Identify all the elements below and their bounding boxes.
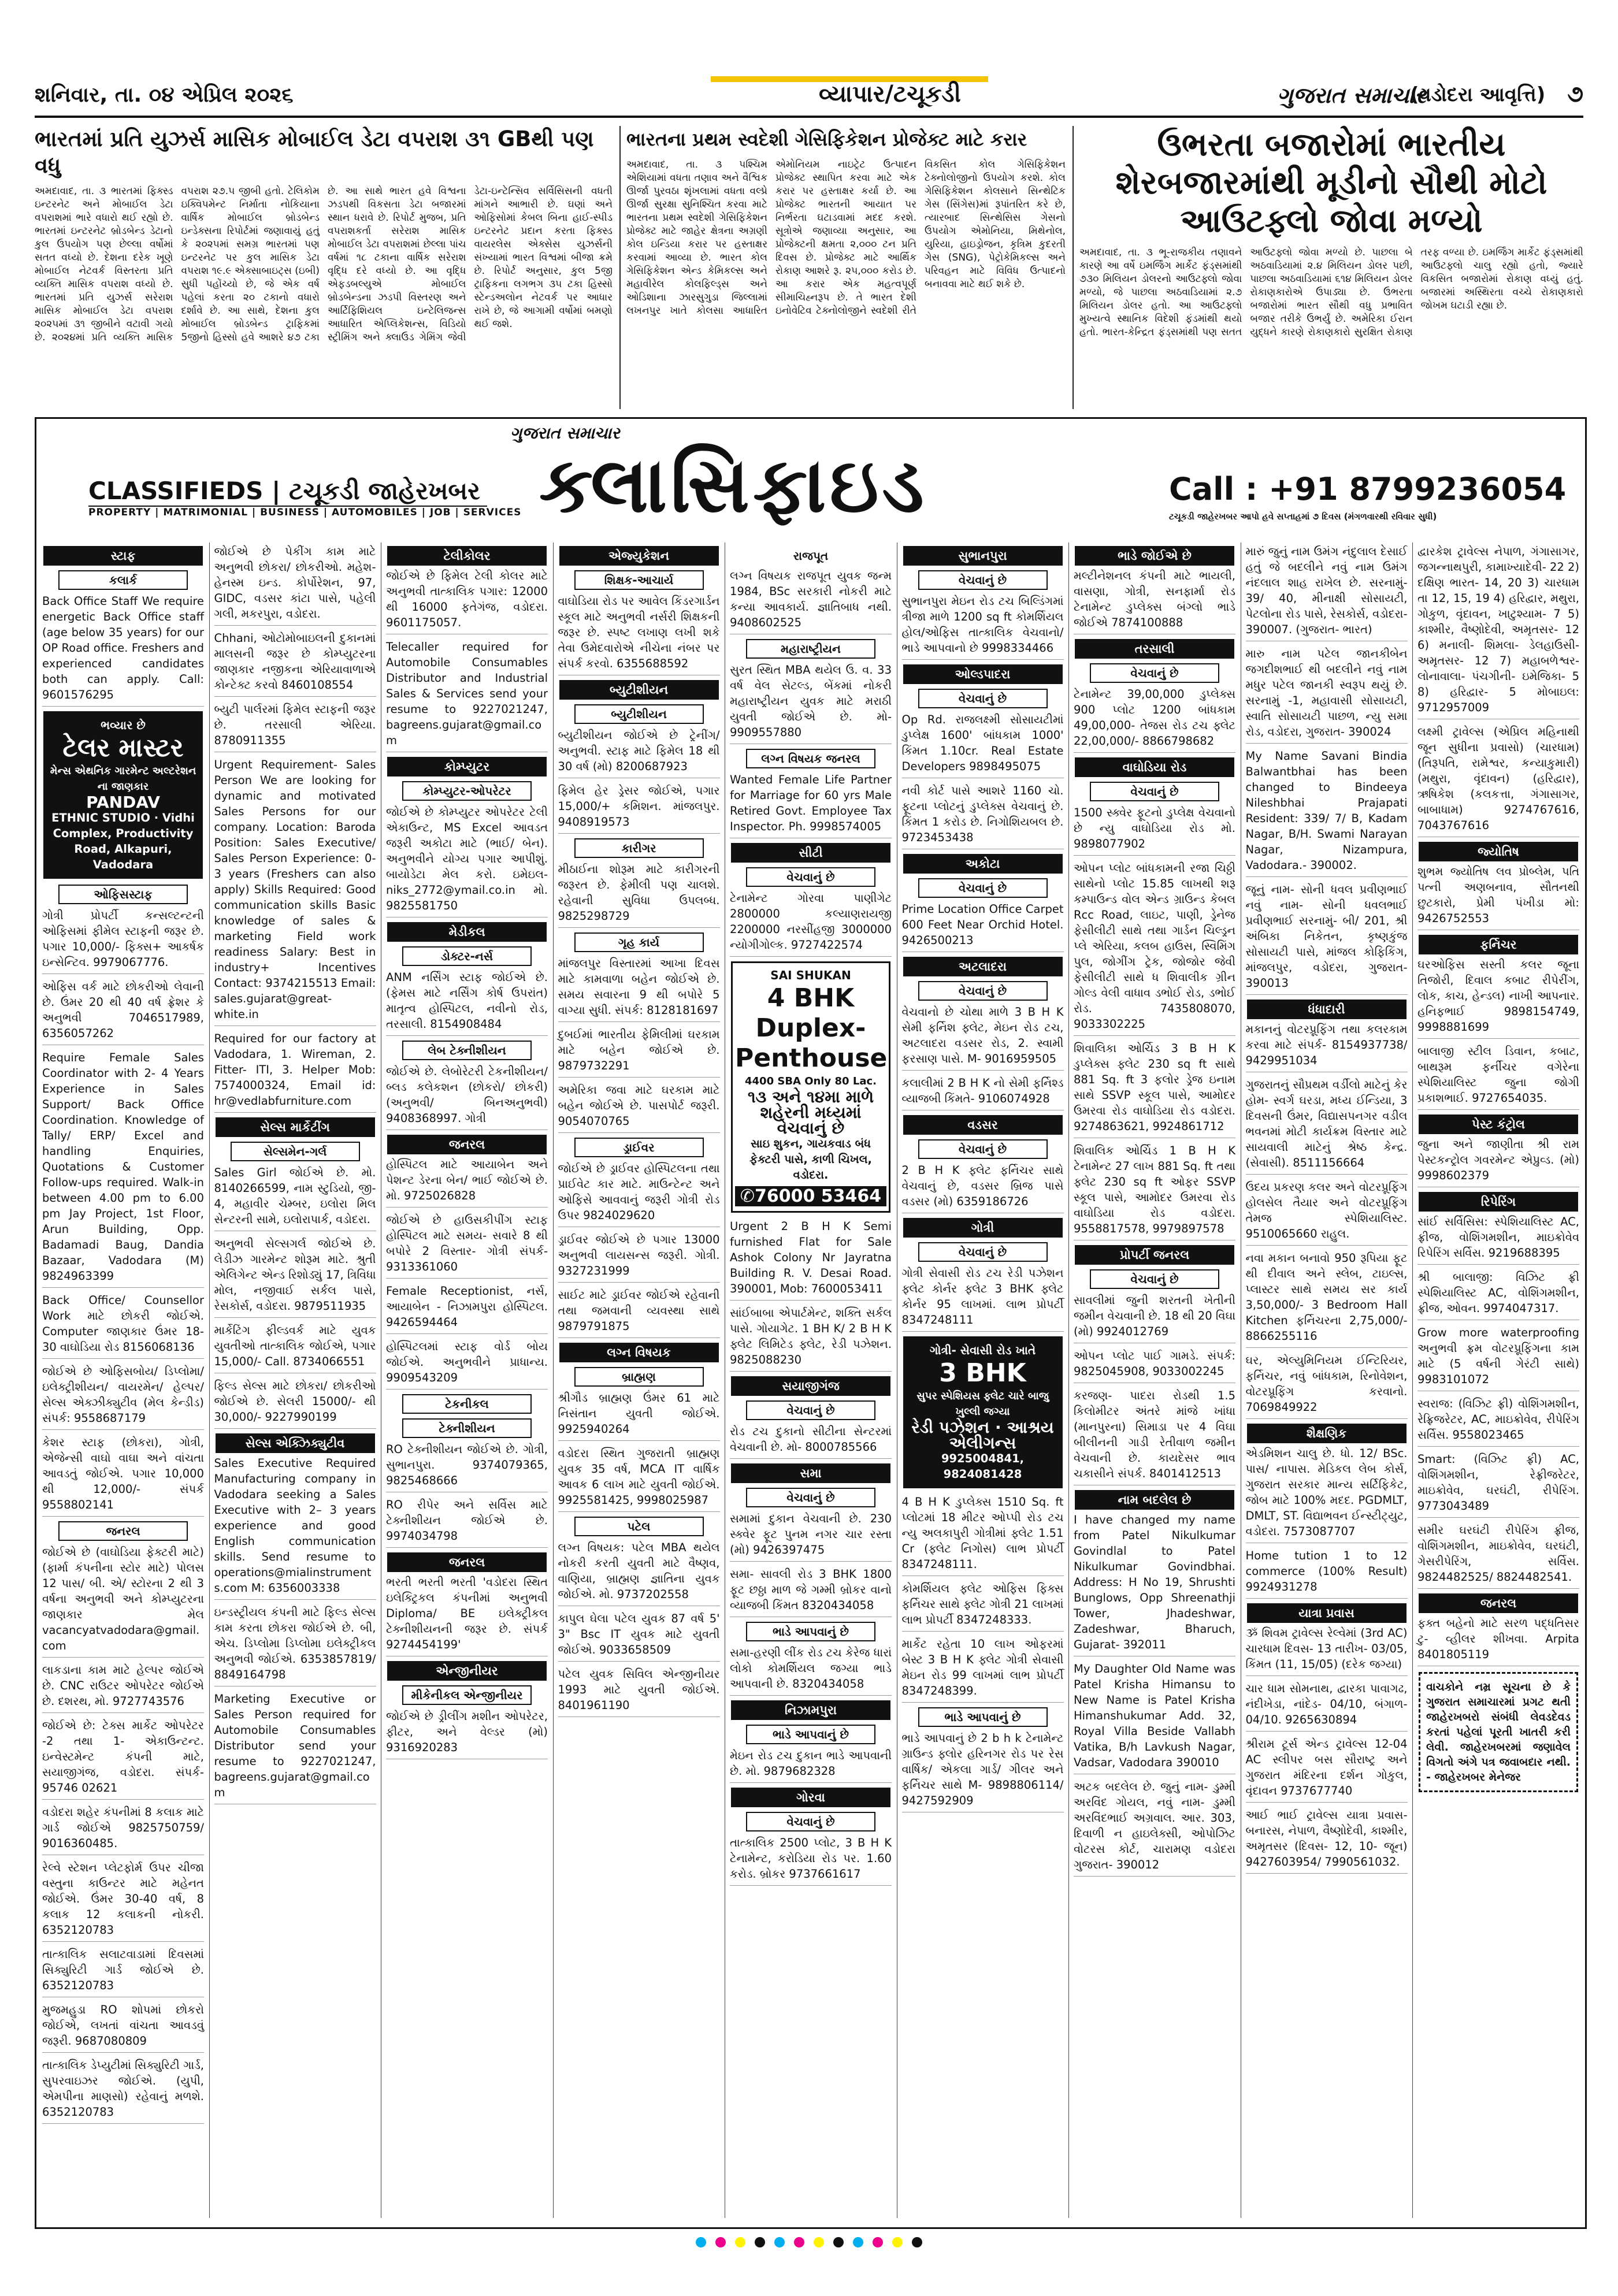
display-ad-line: મેન્સ એથનિક ગારમેન્ટ અલ્ટરેશન ના જાણકાર xyxy=(50,765,196,793)
classifieds-banner xyxy=(36,419,1585,534)
display-ad-line: 3 BHK xyxy=(939,1358,1026,1388)
subcategory-heading: વેચવાનું છે xyxy=(1090,1269,1219,1289)
classified-ad: કેશર સ્ટાફ (છોકરા), ગોત્રી, એજેન્સી વાઘો વાઘા અને વાંચતા આવડતું જોઈએ. પગાર 10,000 થી 12,000/- સંપર્ક 9558802141 xyxy=(42,1435,204,1517)
subcategory-heading: બ્રાહ્મણ xyxy=(574,1367,704,1387)
classified-ad: શ્રીરામ ટૂર્સ એન્ડ ટ્રાવેલ્સ 12-04 AC સ્લીપર બસ સૌરાષ્ટ્ર અને ગુજરાત મંદિરના દર્શન ગોકુલ, વૃંદાવન 9737677740 xyxy=(1246,1736,1408,1803)
news-article-gasification xyxy=(626,126,1066,409)
display-ad-line: રેડી પઝેશન · આશ્રય એલીગન્સ xyxy=(911,1418,1054,1452)
subcategory-heading: ડ્રાઈવર xyxy=(574,1138,704,1157)
classified-ad: ઓપન પ્લોટ બાંધકામની રજા ચિઠ્ઠી સાથેનો પ્લોટ 15.85 લાખથી શરૂ કમ્પાઉન્ડ વોલ એન્ડ ગ્રાઉન્ડ કેબલ Rcc Road, લાઇટ, પાણી, ડ્રેનેજ ફેસીલીટી સાથે તથા ગાર્ડન ચિલ્ડ્રન પ્લે એરિયા, કલબ હાઉસ, સ્વિમિંગ પુલ, જોગીંગ ટ્રેક, જોજોર જેવી ફેસીલીટી સાથે ધ શિવાલીક ગ્રીન ગોલ્ડ વેલી વાધાવ ડભોઈ રોડ, ડભોઈ રોડ. 7435808070, 9033302225 xyxy=(1074,860,1235,1036)
classified-column xyxy=(1069,543,1240,2218)
subcategory-heading: ઓફિસસ્ટાફ xyxy=(58,885,188,904)
classified-ad: My Daughter Old Name was Patel Krisha Himansu to New Name is Patel Krisha Himanshukumar Add. 32, Royal Villa Beside Vallabh Vatika, B/h Lavkush Nagar, Vadsar, Vadodara 390010 xyxy=(1074,1661,1235,1774)
classified-ad: જોઈએ છે (વાઘોડિયા ફેક્ટરી માટે) (ફાર્મા કંપનીના સ્ટોર માટે) પોલસ 12 પાસ/ બી. એ/ સ્ટોરના 2 થી 3 વર્ષના અનુભવી અને કોમ્પ્યુટરના જાણકાર મેલ vacancyatvadodara@gmail.com xyxy=(42,1544,204,1658)
classified-ad: કલાલીમાં 2 B H K નો સેમી ફર્નિશ્ડ વ્યાજબી કિંમતે- 9106074928 xyxy=(902,1075,1064,1110)
subcategory-heading: મીકેનીકલ એન્જીનીયર xyxy=(402,1685,532,1705)
category-heading: વડસર xyxy=(903,1115,1063,1135)
classified-ad: ગુજરાતનું સૌપ્રથમ વર્ડીલો માટેનું કેર હોમ- સ્વર્ગ ઘરડા, મધ્ય ઈન્ડિયા, 3 દિવસની ઉંમર, વિદ્યાસપનગર વડીલ ભવનમાં મોટી કાર્યક્રમ વિસ્તાર માટે સાયવાલી માટેનું શ્રેષ્ઠ કેન્દ્ર. (સેવાસી). 8511156664 xyxy=(1246,1077,1408,1175)
display-ad-line: PANDAV xyxy=(86,793,160,812)
subcategory-heading: વેચવાનું છે xyxy=(746,1812,875,1831)
classified-ad: ભરતી ભરતી ભરતી 'વડોદરા સ્થિત ઇલેક્ટ્રિકલ કંપનીમાં અનુભવી Diploma/ BE ઇલેક્ટ્રીકલ ટેક્નીશીયનની જરૂર છે. સંપર્ક 9274454199' xyxy=(386,1574,548,1656)
classified-ad: 2 B H K ફ્લેટ ફર્નિચર સાથે વેચવાનું છે, વડસર બ્રિજ પાસે વડસર (મો) 6359186726 xyxy=(902,1162,1064,1213)
category-heading: મેડીકલ xyxy=(387,922,547,942)
classified-ad: અટક બદલેલ છે. જુનું નામ- ડુમ્મી અરવિંદ ગોયલ, નવું નામ- ડુમ્મી અરવિંદભાઈ અગ્રવાલ. આર. 303, દિવાળી ન હાઇલેક્સી, ઓપોઝિટ વોટરસ કોર્ટ, ચારામણ વડોદરા ગુજરાત- 390012 xyxy=(1074,1779,1235,1877)
subcategory-heading: રાજપૂત xyxy=(793,549,829,563)
print-registration-marks xyxy=(35,2237,1583,2260)
classified-ad: જોઈએ છે ડ્રીલીંગ મશીન ઓપરેટર, ફીટર, અને વેલ્ડર (મો) 9316920283 xyxy=(386,1708,548,1759)
category-heading: કોમ્પ્યુટર xyxy=(387,757,547,777)
classified-ad: Urgent 2 B H K Semi furnished Flat for Sale Ashok Colony Nr Jayratna Building R. V. Desai Road. 390001, Mob: 7600053411 xyxy=(730,1218,892,1301)
classified-ad: જોઈએ છે કોમ્પ્યુટર ઓપરેટર ટેલી એકાઉન્ટ, MS Excel આવડત જરૂરી અકોટા માટે (ભાઈ/ બેન). અનુભવીને યોગ્ય પગાર આપીશું. બાયોડેટા મેલ કરો. ઇમેઇલ- niks_2772@ymail.co.in મો. 9825581750 xyxy=(386,804,548,917)
classified-column xyxy=(210,543,381,2218)
classified-ad: રોડ ટચ દુકાનો સીટીના સેન્ટરમાં વેચવાની છે. મો- 8000785566 xyxy=(730,1424,892,1459)
display-ad-line: ભવ્યાર છે xyxy=(101,718,146,732)
classified-ad: તાત્કાલિક સલાટવાડામાં દિવસમાં સિક્યુરિટી ગાર્ડ જોઈએ છે. 6352120783 xyxy=(42,1946,204,1997)
classified-ad: વાઘોડિયા રોડ પર આવેલ કિંડરગાર્ડન સ્કૂલ માટે અનુભવી નર્સરી શિક્ષકની જરૂર છે. સ્પષ્ટ લખાણ લખી શકે તેવા ઉમેદવારોએ નીચેના નંબર પર સંપર્ક કરવો. 6355688592 xyxy=(558,593,720,675)
category-heading: જનરલ xyxy=(387,1552,547,1572)
subcategory-heading: વેચવાનું છે xyxy=(746,1400,875,1420)
category-heading: ફર્નિચર xyxy=(1419,935,1578,954)
article-headline: ભારતમાં પ્રતિ યુઝર્સ માસિક મોબાઈલ ડેટા વપરાશ ૩૧ GBથી પણ વધુ xyxy=(35,127,594,178)
subcategory-heading: વેચવાનું છે xyxy=(918,981,1048,1001)
classified-ad: હોસ્પિટલ માટે આયાબેન અને પેશન્ટ ડેરના બેન/ ભાઈ જોઈએ છે. મો. 9725026828 xyxy=(386,1157,548,1208)
banner-subtitle: CLASSIFIEDS | ટચૂકડી જાહેરખબર xyxy=(88,477,480,505)
category-heading: સયાજીગંજ xyxy=(731,1376,890,1396)
category-heading: પેસ્ટ કંટ્રોલ xyxy=(1419,1114,1578,1134)
classified-ad: સાંઈ સર્વિસિસ: સ્પેશિયાલિસ્ટ AC, ફ્રીજ, વોશિંગમશીન, માઇક્રોવેવ રિપેરિંગ સર્વિસ. 9219688395 xyxy=(1417,1214,1579,1265)
classified-ad: Marketing Executive or Sales Person required for Automobile Consumables Distributor send your resume to 9227021247, bagreens.gujarat@gmail.com xyxy=(214,1691,376,1804)
subcategory-heading: વેચવાનું છે xyxy=(918,689,1048,708)
classified-ad: RO રીપેર અને સર્વિસ માટે ટેક્નીશીયન જોઈએ છે. 9974034798 xyxy=(386,1497,548,1548)
classified-ad: સુરત સ્થિત MBA થયેલ ઉ. વ. 33 વર્ષ વેલ સેટલ્ડ, બેંકમાં નોકરી મહારાષ્ટ્રીયન યુવક માટે મરાઠી યુવતી જોઈએ છે. મો- 9909557880 xyxy=(730,662,892,744)
subcategory-heading: વેચવાનું છે xyxy=(918,570,1048,590)
classified-ad: ચાર ધામ સોમનાથ, દ્વારકા પાવાગઢ, નંદીખેડા, નાંદેડ- 04/10, બંગાળ- 04/10. 9265630894 xyxy=(1246,1681,1408,1732)
classified-ad: જોઈએ છે ડ્રાઈવર હોસ્પિટલના તથા પ્રાઈવેટ કાર માટે. માઉન્ટેન્ટ અને ઓફિસે આવવાનું જરૂરી ગોત્રી રોડ ઉપર 9824029620 xyxy=(558,1161,720,1227)
classified-ad: સાંઈબાબા એપાર્ટમેન્ટ, શક્તિ સર્કલ પાસે. ગોયાગેટ. 1 BH K/ 2 B H K ફ્લેટ લિમિટેડ ફ્લેટ, રેડી પઝેશન. 9825088230 xyxy=(730,1305,892,1372)
cmyk-dots xyxy=(35,2237,1583,2250)
classified-ad: લાકડાના કામ માટે હેલ્પર જોઈએ છે. CNC રાઉટર ઓપરેટર જોઈએ છે. દશરથ, મો. 9727743576 xyxy=(42,1662,204,1713)
classified-ad: મારુ નામ પટેલ જાનકીબેન જગદીશભાઈ થી બદલીને નવું નામ મધુર પટેલ જાનકી સ્વરૂપ થયું છે. સરનામું -1, મહાવાસી સોસાયટી, સ્વાતિ સોસાયટી પાછળ, ન્યુ સમા રોડ, વડોદરા, ગુજરાત- 390024 xyxy=(1246,646,1408,744)
banner-title: ક્લાસિફાઇડ xyxy=(539,441,927,530)
section-title: વ્યાપાર/ટચૂકડી xyxy=(819,81,961,107)
subcategory-heading: વેચવાનું છે xyxy=(746,1488,875,1507)
classified-ad: જોઈએ છે. લેબોરેટરી ટેકનીશીયન/ બ્લડ કલેકશન (છોકરો/ છોકરી) (અનુભવી/ બિનઅનુભવી) 9408368997. ગોત્રી xyxy=(386,1064,548,1130)
column-rule xyxy=(553,543,554,2218)
category-heading: વાઘોડિયા રોડ xyxy=(1075,757,1234,777)
category-heading: ઓલ્ડપાદરા xyxy=(903,664,1063,684)
subcategory-heading: લેબ ટેક્નીશીયન xyxy=(402,1041,532,1060)
classified-ad: જોઈએ છે પેકીંગ કામ માટે અનુભવી છોકરા/ છોકરીઓ. મહેશ- હેનસ્મ ઇન્ડ. કોર્પોરેશન, 97, GIDC, વડસર કાંટા પાસે, પહેલી ગલી, મકરપુરા, વડોદરા. xyxy=(214,544,376,626)
category-heading: નિઝામપુરા xyxy=(731,1700,890,1720)
category-heading: અકોટા xyxy=(903,854,1063,874)
classified-ad: Prime Location Office Carpet 600 Feet Near Orchid Hotel. 9426500213 xyxy=(902,901,1064,952)
classifieds-section xyxy=(35,417,1587,2229)
classified-ad: મલ્ટીનેશનલ કંપની માટે ભાયલી, વાસણા, ગોત્રી, સનફાર્મા રોડ ટેનામેન્ટ ડુપ્લેક્સ બંગ્લો ભાડે જોઈએ 7874100888 xyxy=(1074,568,1235,634)
display-ad-line: SAI SHUKAN xyxy=(770,968,851,982)
classified-ad: જોઈએ છે ફિમેલ ટેલી કોલર માટે અનુભવી તાત્કાલિક પગાર: 12000 થી 16000 ફતેગંજ, વડોદરા. 9601175057. xyxy=(386,568,548,634)
classified-ad: જોઈએ છે ઓફિસબોય/ ડિપ્લોમા/ ઇલેક્ટ્રીશીયન/ વાયરમેન/ હેલ્પર/ સેલ્સ એક્ઝીક્યુટીવ (મેલ કેન્ડીડ) સંપર્ક: 9558687179 xyxy=(42,1364,204,1430)
registration-dot xyxy=(873,2237,883,2247)
classified-column xyxy=(38,543,209,2218)
classified-ad: તાત્કાલિક 2500 પ્લોટ, 3 B H K ટેનામેન્ટ, કરોડિયા રોડ પર. 1.60 કરોડ. બ્રોકર 9737661617 xyxy=(730,1835,892,1886)
classified-ad: Sales Executive Required Manufacturing company in Vadodara seeking a Sales Executive with 2– 3 years experience and good English communication skills. Send resume to operations@mialinstrument s.com M: 6356003338 xyxy=(214,1455,376,1600)
classified-ad: લગ્ન વિષયક: પટેલ MBA થયેલ નોકરી કરતી યુવતી માટે વૈષ્ણવ, વાણિયા, બ્રાહ્મણ જ્ઞાતિના યુવક જોઈએ. મો. 9737202558 xyxy=(558,1540,720,1606)
classified-ad: જૂનું નામ- સોની ધવલ પ્રવીણભાઈ નવું નામ- સોની ધવલભાઈ પ્રવીણભાઈ સરનામું- બી/ 201, શ્રી અંબિકા નિકેતન, કૃષ્ણકુંજ સોસાયટી પાસે, માંજલ કોફિકિંગ, માંજલપુર, વડોદરા, ગુજરાત- 390013 xyxy=(1246,882,1408,995)
classified-ad: માંજલપુર વિસ્તારમાં આખા દિવસ માટે કામવાળા બહેન જોઈએ છે. સમય સવારના 9 થી બપોરે 5 વાગ્યા સુધી. સંપર્ક: 8128181697 xyxy=(558,956,720,1022)
subcategory-heading: વેચવાનું છે xyxy=(746,867,875,887)
category-heading: સેલ્સ માર્કેટીંગ xyxy=(216,1117,375,1137)
subcategory-heading: ભાડે આપવાનું છે xyxy=(746,1725,875,1744)
subcategory-heading: વેચવાનું છે xyxy=(918,1242,1048,1262)
category-heading: અટલાદરા xyxy=(903,957,1063,976)
registration-dot xyxy=(735,2237,745,2247)
classified-ad: ઓપન પ્લોટ પાઈ ગામડે. સંપર્ક: 9825045908, 9033002245 xyxy=(1074,1348,1235,1383)
subcategory-heading: ગૃહ કાર્ય xyxy=(574,932,704,952)
category-heading: ભાડે જોઈએ છે xyxy=(1075,546,1234,566)
article-headline: ઉભરતા બજારોમાં ભારતીય શેરબજારમાંથી મૂડીનો સૌથી મોટો આઉટફ્લો જોવા મળ્યો xyxy=(1115,126,1548,240)
classified-ad: ફક્ત બહેનો માટે સરળ પદ્ધતિસર ટુ- વ્હીલર શીખવા. Arpita 8401805119 xyxy=(1417,1615,1579,1666)
classified-ad: સાઈટ માટે ડ્રાઈવર જોઈએ રહેવાની તથા જમવાની વ્યવસ્થા સાથે 9879791875 xyxy=(558,1287,720,1338)
classified-ad: સમામાં દુકાન વેચવાની છે. 230 સ્ક્વેર ફૂટ પુનમ નગર ચાર રસ્તા (મો) 9426397475 xyxy=(730,1511,892,1562)
classified-ad: વડોદરા સ્થિત ગુજરાતી બ્રાહ્મણ યુવક 35 વર્ષ, MCA IT વાર્ષિક આવક 6 લાખ માટે યુવતી જોઈએ. 9925581425, 9998025987 xyxy=(558,1446,720,1512)
classified-ad: દુબઈમાં ભારતીય ફેમિલીમાં ઘરકામ માટે બહેન જોઈએ છે. 9879732291 xyxy=(558,1027,720,1078)
subcategory-heading: ટેક્નીશીયન xyxy=(402,1418,532,1438)
classified-ad: 4 B H K ડુપ્લેક્સ 1510 Sq. ft પ્લોટમાં 18 મીટર ઓપ્પી રોડ ટચ ન્યુ અલકાપુરી ગોત્રીમાં ફ્લેટ 1.51 Cr (ફ્લેટ નિગોસ) લાભ પ્રોપર્ટી 8347248111. xyxy=(902,1494,1064,1576)
subcategory-heading: કારીગર xyxy=(574,838,704,858)
classified-ad: Back Office/ Counsellor Work માટે છોકરી જોઈએ. Computer જાણકાર ઉંમર 18-30 વાઘોડિયા રોડ 8156068136 xyxy=(42,1292,204,1359)
category-heading: બ્યુટીશીયન xyxy=(559,680,719,700)
classified-ad: મુજમહુડા RO શોપમાં છોકરો જોઈએ, લખતાં વાંચતા આવડવું જરૂરી. 9687080809 xyxy=(42,2002,204,2053)
classified-ad: સ્વરાજ: (વિઝિટ ફ્રી) વોશિંગમશીન, રેફ્રિજરેટર, AC, માઇક્રોવેવ, રીપેરિંગ સર્વિસ. 9558023465 xyxy=(1417,1396,1579,1447)
classified-ad: જોઈએ છે હાઉસકીપીંગ સ્ટાફ હોસ્પિટલ માટે સમય- સવારે 8 થી બપોરે 2 વિસ્તાર- ગોત્રી સંપર્ક- 9313361060 xyxy=(386,1212,548,1279)
subcategory-heading: વેચવાનું છે xyxy=(1090,782,1219,801)
column-divider xyxy=(619,126,621,409)
category-heading: તરસાલી xyxy=(1075,639,1234,659)
classified-ad: શિવાલિકા ઓર્ચિડ 3 B H K ડુપ્લેક્સ ફ્લેટ 230 sq ft સાથે 881 Sq. ft 3 ફલોર ડ્રેજ ઇનામ સાથે SSVP સ્કૂલ પાસે, આમોદર ઉમરવા રોડ વાઘોડિયા રોડ વડોદરા. 9274863621, 9924861712 xyxy=(1074,1041,1235,1138)
classified-column xyxy=(897,543,1068,2218)
classified-ad: Required for our factory at Vadodara, 1. Wireman, 2. Fitter- ITI, 3. Helper Mob: 7574000324, Email id: hr@vedlabfurniture.com xyxy=(214,1031,376,1113)
classified-ad: ૐ શિવમ ટ્રાવેલ્સ રેલ્વેમાં (3rd AC) ચારધામ દિવસ- 13 તારીખ- 03/05, કિંમત (11, 15/05) (દરેક જગ્યા) xyxy=(1246,1625,1408,1676)
category-heading: ગોરવા xyxy=(731,1788,890,1807)
display-ad-line: ETHNIC STUDIO · Vidhi Complex, Productivity Road, Alkapuri, Vadodara xyxy=(51,811,195,871)
classified-ad: Wanted Female Life Partner for Marriage for 60 yrs Male Retired Govt. Employee Tax Inspector. Ph. 9998574005 xyxy=(730,772,892,838)
classified-ad: સમા-હરણી લીંક રોડ ટચ કેરેજ ધારાં લોકો કોમર્શિયલ જગ્યા ભાડે આપવાની છે. 8320434058 xyxy=(730,1645,892,1696)
classified-ad: ઉદય પ્રકરણ કલર અને વોટરપ્રૂફિંગ હોલસેલ તૈયાર અને વોટરપ્રૂફિંગ તેમજ સ્પેશિયાલિસ્ટ. 9510065660 રાહુલ. xyxy=(1246,1179,1408,1246)
category-heading: લગ્ન વિષયક xyxy=(559,1343,719,1362)
category-heading: ગોત્રી xyxy=(903,1218,1063,1238)
display-ad-line: ટેલર માસ્ટર xyxy=(62,733,184,763)
classified-ad: શુભમ જ્યોતિષ લવ પ્રોબ્લેમ, પતિ પત્ની અણબનાવ, સૌતનથી છુટકારો, પ્રેમી પંખીડા મો: 9426752553 xyxy=(1417,864,1579,930)
article-body: અમદાવાદ, તા. ૩ ભૂ-રાજકીય તણાવને કારણે આ વર્ષે ઇમર્જિંગ માર્કેટ ફંડ્સમાંથી ૭૩૦ મિલિયન ડોલરનો આઉટફ્લો જોવા મળ્યો, જે પાછલા અઠવાડિયામાં ૨.૭ મિલિયન ડોલર હતો. આ આઉટફ્લો મુખ્યત્વે સ્થાનિક વિદેશી ફંડમાંથી થયો હતો. ભારત-કેન્દ્રિત ફંડ્સમાંથી પણ સતત આઉટફ્લો જોવા મળ્યો છે. પાછલા બે અઠવાડિયામાં ૨.૪ મિલિયન ડોલર પછી, પાછલા અઠવાડિયામાં ૬૧૪ મિલિયન ડોલર રોકાણકારોએ ઉપાડ્યા છે. ઉભરતા બજારોમાં ભારત સૌથી વધુ પ્રભાવિત બજાર તરીકે ઉભર્યું છે. અમેરિકા ઈરાન યુદ્ધને કારણે રોકાણકારો સુરક્ષિત રોકાણ તરફ વળ્યા છે. ઇમર્જિંગ માર્કેટ ફંડ્સમાંથી આઉટફ્લો ચાલુ રહ્યો હતો, જ્યારે વિકસિત બજારોમાં રોકાણ વધ્યું હતું. બજારમાં અસ્થિરતા વચ્ચે રોકાણકારો જોખમ ઘટાડી રહ્યા છે. xyxy=(1079,247,1583,338)
classified-ad: ANM નર્સિંગ સ્ટાફ જોઈએ છે. (ફેમસ માટે નર્સિંગ કોર્ષ ઉપરાંત) માતૃત્વ હોસ્પિટલ, નવીનો રોડ, તરસાલી. 8154908484 xyxy=(386,969,548,1036)
display-ad xyxy=(903,1336,1063,1488)
classified-ad: જુના અને જાણીતા શ્રી રામ પેસ્ટકન્ટ્રોલ ગવરમેન્ટ એપ્રુવ્ડ. (મો) 9998602379 xyxy=(1417,1136,1579,1187)
classified-column xyxy=(725,543,896,2218)
display-ad-line: 4400 SBA Only 80 Lac. xyxy=(745,1075,877,1087)
category-heading: એન્જીનીયર xyxy=(387,1661,547,1681)
classified-ad: પટેલ યુવક સિવિલ એન્જીનીયર 1993 માટે યુવતી જોઈએ. 8401961190 xyxy=(558,1666,720,1717)
subcategory-heading: સેલ્સમેન-ગર્લ xyxy=(231,1142,360,1161)
classified-ad: કોમર્શિયલ ફ્લેટ ઓફિસ ફિક્સ ફર્નિચર સાથે ફ્લેટ ગોત્રી 21 લાખમાં લાભ પ્રોપર્ટી 8347248333. xyxy=(902,1581,1064,1632)
classified-ad: બ્યુટીશીયન જોઈએ છે ટ્રેનીંગ/ અનુભવી. સ્ટાફ માટે ફિમેલ 18 થી 30 વર્ષ (મો) 8200687923 xyxy=(558,727,720,778)
classified-ad: Smart: (વિઝિટ ફ્રી) AC, વોશિંગમશીન, રેફ્રીજરેટર, માઇક્રોવેવ, ઘરઘંટી, રીપેરિંગ. 9773043489 xyxy=(1417,1451,1579,1518)
classified-ad: વેચવાનો છે ચોથા માળે 3 B H K સેમી ફર્નિશ ફ્લેટ, મેઇન રોડ ટચ, અટલાદરા વડસર રોડ, 2. સ્વામી ફરસાણ પાસે. M- 9016959505 xyxy=(902,1004,1064,1071)
news-article-outflow xyxy=(1079,126,1583,409)
registration-dot xyxy=(833,2237,844,2247)
registration-dot xyxy=(715,2237,726,2247)
classified-ad: રેલ્વે સ્ટેશન પ્લેટફોર્મ ઉપર ચીજા વસ્તુના કાઉન્ટર માટે મહેનત જોઈએ. ઉંમર 30-40 વર્ષ, 8 કલાક 12 કલાકની નોકરી. 6352120783 xyxy=(42,1860,204,1942)
classified-ad: RO ટેક્નીશીયન જોઈએ છે. ગોત્રી, સુભાનપુરા. 9374079365, 9825468666 xyxy=(386,1441,548,1492)
classified-ad: લગ્ન વિષયક રાજપૂત યુવક જન્મ 1984, BSc સરકારી નોકરી માટે કન્યા આવકાર્ય. જ્ઞાતિબાધ નથી. 9408602525 xyxy=(730,568,892,634)
column-rule xyxy=(209,543,210,2218)
banner-categories: PROPERTY | MATRIMONIAL | BUSINESS | AUTOMOBILES | JOB | SERVICES xyxy=(88,507,522,518)
classified-ad: Female Receptionist, નર્સ, આયાબેન - નિઝામપુરા હોસ્પિટલ. 9426594464 xyxy=(386,1283,548,1334)
subcategory-heading: બ્યુટીશીયન xyxy=(574,704,704,724)
classified-ad: નવા મકાન બનાવો 950 રૂપિયા ફૂટ થી દીવાલ અને સ્લેબ, ટાઇલ્સ, પ્લાસ્ટર સાથે સમય સર કાર્ય 3,50,000/- 3 Bedroom Hall Kitchen ફર્નિચરના 2,75,000/- 8866255116 xyxy=(1246,1250,1408,1348)
display-ad-line: ગોત્રી- સેવાસી રોડ ખાતે xyxy=(929,1343,1036,1357)
category-heading: એજ્યુકેશન xyxy=(559,546,719,566)
category-heading: સીટી xyxy=(731,843,890,863)
classified-ad: માર્કેટ રહેતા 10 લાખ ઓફરમાં બેસ્ટ 3 B H K ફ્લેટ ગોત્રી સેવાસી મેઇન રોડ 99 લાખમાં લાભ પ્રોપર્ટી 8347248399. xyxy=(902,1636,1064,1703)
classified-ad: Op Rd. રાજલક્ષ્મી સોસાયટીમાં ડુપ્લેક્ષ 1600' બાંધકામ 1000' કિંમત 1.10cr. Real Estate Developers 9898495075 xyxy=(902,712,1064,778)
classified-ad: 1500 સ્ક્વેર ફૂટનો ડુપ્લેક્ષ વેચવાનો છે ન્યુ વાઘોડિયા રોડ મો. 9898077902 xyxy=(1074,805,1235,856)
subcategory-heading: વેચવાનું છે xyxy=(1090,663,1219,683)
classified-ad: મેઇન રોડ ટચ દુકાન ભાડે આપવાની છે. મો. 9879682328 xyxy=(730,1748,892,1783)
news-article-data-usage xyxy=(35,126,613,409)
column-rule xyxy=(1412,543,1413,2218)
category-heading: નામ બદલેલ છે xyxy=(1075,1490,1234,1510)
classified-ad: આઈ ભાઈ ટ્રાવેલ્સ યાત્રા પ્રવાસ- બનારસ, નેપાળ, વૈષ્ણોદેવી, કાશ્મીર, અમૃતસર (દિવસ- 12, 10- જૂન) 9427603954/ 7990561032. xyxy=(1246,1807,1408,1874)
display-ad-phone: ✆76000 53464 xyxy=(735,1186,886,1206)
display-ad-line: સાઇ શુકન, ગાયકવાડ બંધ ફેક્ટરી પાસે, કાળી ચિખલ, વડોદરા. xyxy=(749,1137,872,1182)
classified-ad: બ્યુટી પાર્લરમાં ફિમેલ સ્ટાફની જરૂર છે. તરસાલી એરિયા. 8780911355 xyxy=(214,701,376,752)
page-number: ૭ xyxy=(1567,81,1583,107)
classified-ad: ફિમેલ હેર ડ્રેસર જોઈએ, પગાર 15,000/+ કમિશન. માંજલપુર. 9408919573 xyxy=(558,783,720,834)
subcategory-heading: ડોક્ટર-નર્સ xyxy=(402,946,532,966)
subcategory-heading: જનરલ xyxy=(58,1521,188,1541)
category-heading: શૈક્ષણિક xyxy=(1247,1424,1407,1443)
subcategory-heading: વેચવાનું છે xyxy=(918,1139,1048,1159)
classified-ad: દ્વારકેશ ટ્રાવેલ્સ નેપાળ, ગંગાસાગર, જગન્નાથપુરી, કામાખ્યાદેવી- 22 2) દક્ષિણ ભારત- 14, 20 3) ચારધામ તા 12, 15, 19 4) હરિદ્વાર, મથુરા, ગોકુળ, વૃંદાવન, ખાટુશ્યામ- 7 5) કાશ્મીર, વૈષ્ણોદેવી, અમૃતસર- 12 6) મનાલી- શિમલા- ડેલહાઉસી- અમૃતસર- 12 7) મહાબળેશ્વર- લોનાવાલા- પંચગીની- ઇમેજિકા- 5 8) હરિદ્વાર- 5 મોબાઇલ: 9712957009 xyxy=(1417,544,1579,719)
subcategory-heading: મહારાષ્ટ્રીયન xyxy=(746,639,875,659)
classified-ad: ટેનામેન્ટ 39,00,000 ડુપ્લેક્સ 900 પ્લોટ 1200 બાંધકામ 49,00,000- તેજસ રોડ ટચ ફ્લેટ 22,00,000/- 8866798682 xyxy=(1074,686,1235,753)
display-ad-line: 9925004841, 9824081428 xyxy=(941,1452,1025,1481)
category-heading: સુભાનપુરા xyxy=(903,546,1063,566)
classified-ad: My Name Savani Bindia Balwantbhai has been changed to Bindeeya Nileshbhai Prajapati Resident: 339/ 7/ B, Kadam Nagar, B/H. Swami Narayan Nagar, Nizampura, Vadodara.- 390002. xyxy=(1246,748,1408,877)
classified-ad: ઓફિસ વર્ક માટે છોકરીઓ લેવાની છે. ઉંમર 20 થી 40 વર્ષ ફ્રેશર કે અનુભવી 7046517989, 6356057262 xyxy=(42,979,204,1045)
article-headline: ભારતના પ્રથમ સ્વદેશી ગેસિફિકેશન પ્રોજેક્ટ માટે કરાર xyxy=(626,128,1027,150)
classified-ad: Telecaller required for Automobile Consumables Distributor and Industrial Sales & Services send your resume to 9227021247, bagreens.gujarat@gmail.com xyxy=(386,639,548,752)
classified-ad: સાવલીમાં જુની શરતની ખેતીની જમીન વેચવાની છે. 18 થી 20 વિઘા (મો) 9924012769 xyxy=(1074,1292,1235,1343)
classified-ad: ઘર, એલ્યુમિનિયમ ઈન્ટિરિયર, ફર્નિચર, નવું બાંધકામ, રિનોવેશન, વોટરપ્રૂફિંગ કરવાનો. 7069849922 xyxy=(1246,1353,1408,1419)
classified-ad: Grow more waterproofing અનુભવી ફ્રમ વોટરપ્રૂફિંગના કામ માટે (5 વર્ષની ગેરંટી સાથે) 9983101072 xyxy=(1417,1325,1579,1391)
classified-ad: સમીર ઘરઘંટી રીપેરિંગ ફ્રીજ, વોશિંગમશીન, માઇક્રોવેવ, ઘરઘંટી, ગેસરીપેરિંગ, સર્વિસ. 9824482525/ 8824482541. xyxy=(1417,1522,1579,1589)
issue-date: શનિવાર, તા. ૦૪ એપ્રિલ ૨૦૨૬ xyxy=(35,83,294,107)
category-heading: જનરલ xyxy=(387,1135,547,1154)
subcategory-heading: ટેકનીકલ xyxy=(402,1394,532,1414)
registration-dot xyxy=(814,2237,824,2247)
registration-dot xyxy=(892,2237,903,2247)
category-heading: રિપેરિંગ xyxy=(1419,1192,1578,1212)
display-ad xyxy=(731,961,890,1213)
classified-ad: ફિલ્ડ સેલ્સ માટે છોકરા/ છોકરીઓ જોઈએ છે. સેલરી 15000/- થી 30,000/- 9227990199 xyxy=(214,1378,376,1429)
registration-dot xyxy=(774,2237,785,2247)
classified-ad: ઇન્ડસ્ટ્રીયલ કંપની માટે ફિલ્ડ સેલ્સ કામ કરતા છોકરા જોઈએ છે. બી, એચ. ડિપ્લોમા ડિપ્લોમા ઇલેક્ટ્રીકલ અનુભવી જોઈએ. 6353857819/ 8849164798 xyxy=(214,1604,376,1686)
classified-ad: બાલાજી સ્ટીલ ડિવાન, કબાટ, બાથરૂમ ફર્નીચર વગેરેના સ્પેશિયાલિસ્ટ જુના જોગી પ્રકાશભાઈ. 9727654035. xyxy=(1417,1043,1579,1110)
classified-ad: ટેનામેન્ટ ગોરવા પાણીગેટ 2800000 કલ્યાણરાયજી 2200000 નરસીંહજી 3000000 ન્યોગીગોલ્ક. 9727422574 xyxy=(730,890,892,957)
display-ad-line: સુપર સ્પેશિયસ ફ્લેટ ચારે બાજુ ખુલ્લી જગ્યા xyxy=(916,1390,1049,1418)
registration-dot xyxy=(794,2237,804,2247)
classified-ad: ઘરઓફિસ સસ્તી કલર જૂના તિજોરી, દિવાલ કબાટ રીપેરીંગ, લોક, કાચ, હેન્ડલ) નાખી આપનાર. હનિફભાઈ 9898154749, 9998881699 xyxy=(1417,957,1579,1039)
subcategory-heading: લગ્ન વિષયક જનરલ xyxy=(746,749,875,768)
classified-ad: નવી કોર્ટ પાસે આશરે 1160 ચો. ફૂટના પ્લોટનું ડુપ્લેક્સ વેચવાનું છે. કિંમત 1 કરોડ છે. નિગોશિયબલ છે. 9723453438 xyxy=(902,783,1064,849)
article-body: અમદાવાદ, તા. ૩ ભારતમાં ફિક્સ્ડ ઇન્ટરનેટ અને મોબાઈલ ડેટા વપરાશમાં ભારે વધારો થઈ રહ્યો છે. ભારતમાં ઇન્ટરનેટ બ્રોડબેન્ડ ડેટાનો કુલ ઉપયોગ પણ છેલ્લા વર્ષોમાં સતત વધ્યો છે. દેશના દરેક ખૂણે મોબાઈલ નેટવર્ક વિસ્તરતા પ્રતિ વ્યક્તિ માસિક વપરાશ વધ્યો છે. ભારતમાં પ્રતિ યુઝર્સ સરેરાશ માસિક મોબાઈલ ડેટા વપરાશ ૨૦૨૫માં ૩૧ જીબીને વટાવી ગયો છે. ૨૦૨૪માં પ્રતિ વ્યક્તિ માસિક વપરાશ ૨૭.૫ જીબી હતો. ટેલિકોમ ઇક્વિપમેન્ટ નિર્માતા નોકિયાના વાર્ષિક મોબાઈલ બ્રોડબેન્ડ ઇન્ડેક્સના રિપોર્ટમાં જણાવાયું હતું કે ૨૦૨૫માં સમગ્ર ભારતમાં પણ ઇન્ટરનેટ પર કુલ માસિક ડેટા વપરાશ ૧૯.૯ એક્સાબાઇટ્સ (ઇબી) સુધી પહોંચ્યો છે, જે એક વર્ષ પહેલાં કરતા ૨૦ ટકાનો વધારો દર્શાવે છે. આ સાથે, દેશના કુલ મોબાઈલ બ્રોડબેન્ડ ટ્રાફિકમાં 5જીનો હિસ્સો હવે આશરે ૪૭ ટકા છે. આ સાથે ભારત હવે વિશ્વના ઝડપથી વિકસતા ડેટા બજારમાં સ્થાન ધરાવે છે. રિપોર્ટ મુજબ, પ્રતિ વપરાશકર્તા સરેરાશ માસિક મોબાઈલ ડેટા વપરાશમાં છેલ્લા પાંચ વર્ષમાં ૧૮ ટકાના વાર્ષિક સરેરાશ વૃદ્ધિ દરે વધ્યો છે. આ વૃદ્ધિ એફડબલ્યુએ મોબાઈલ બ્રોડબેન્ડના ઝડપી વિસ્તરણ અને આર્ટિફિશિયલ ઇન્ટેલિજન્સ આધારિત એપ્લિકેશન્સ, વિડિયો સ્ટ્રીમિંગ અને ક્લાઉડ ગેમિંગ જેવી ડેટા-ઇન્ટેન્સિવ સર્વિસિસની વધતી માંગને આભારી છે. ઘણાં અને ઓફિસોમાં કેબલ બિના હાઈ-સ્પીડ ઇન્ટરનેટ પ્રદાન કરતા ફિક્સ્ડ વાયરલેસ એક્સેસ યુઝર્સની સંખ્યામાં ભારત વિશ્વમાં બીજા ક્રમે છે. રિપોર્ટ અનુસાર, કુલ 5જી ટ્રાફિકના લગભગ ૩૫ ટકા હિસ્સો સ્ટેન્ડઅલોન નેટવર્ક પર આધાર રાખે છે, જે આગામી વર્ષોમાં બમણો થઈ જશે. xyxy=(35,185,613,343)
category-heading: ધંધાદારી xyxy=(1247,1000,1407,1019)
subcategory-heading: પટેલ xyxy=(574,1517,704,1536)
column-rule xyxy=(1068,543,1069,2218)
category-heading: યાત્રા પ્રવાસ xyxy=(1247,1603,1407,1623)
column-divider xyxy=(1073,126,1074,409)
display-ad-line: ૧૩ અને ૧૪મા માળે શહેરની મધ્યમાં વેચવાનું છે xyxy=(747,1087,874,1138)
edition-label: (વડોદરા આવૃત્તિ) xyxy=(1410,83,1546,106)
category-heading: સ્ટાફ xyxy=(43,546,203,566)
classified-ad: સમા- સાવલી રોડ 3 BHK 1800 ફૂટ છઠ્ઠા માળ જે ગમ્મી બ્રોકર વાનો વ્યાજબી કિંમત 8320434058 xyxy=(730,1566,892,1617)
banner-brand: ગુજરાત સમાચાર xyxy=(510,423,620,443)
reader-notice: વાચકોને નમ્ર સૂચના છે કે ગુજરાત સમાચારમાં પ્રગટ થતી જાહેરખબરો સંબંધી લેવડદેવડ કરતાં પહેલાં પૂરતી ખાતરી કરી લેવી. જાહેરખબરમાં જણાવેલ વિગતો અંગે પત્ર જવાબદાર નથી. - જાહેરખબર મેનેજર xyxy=(1419,1672,1578,1792)
classified-ad: માર્કેટિંગ ફીલ્ડવર્ક માટે યુવક યુવતીઓ તાત્કાલિક જોઈએ, પગાર 15,000/- Call. 8734066551 xyxy=(214,1322,376,1373)
subcategory-heading: ભાડે આપવાનું છે xyxy=(918,1707,1048,1727)
category-heading: સેલ્સ એક્ઝિક્યુટીવ xyxy=(216,1433,375,1453)
classified-ad: કાપુલ ઘેલા પટેલ યુવક 87 વર્ષ 5' 3" Bsc IT યુવક માટે યુવતી જોઈએ. 9033658509 xyxy=(558,1611,720,1662)
category-heading: સમા xyxy=(731,1463,890,1483)
banner-note: ટચૂકડી જાહેરખબર આપો હવે સપ્તાહમાં ૭ દિવસ (મંગળવારથી રવિવાર સુધી) xyxy=(1169,511,1437,522)
classified-ad: મકાનનું વોટરપ્રૂફિંગ તથા કલરકામ કરવા માટે સંપર્ક- 8154937738/ 9429951034 xyxy=(1246,1021,1408,1072)
article-body: અમદાવાદ, તા. ૩ પશ્ચિમ એશિયામાં વધતા તણાવ અને વૈશ્વિક ઊર્જા પુરવઠા શૃંખલામાં વધતા વલ્પ્રે ઊર્જા સુરક્ષા સુનિશ્ચિત કરવા માટે ભારતના પ્રથમ સ્વદેશી ગેસિફિકેશન પ્રોજેક્ટ માટે જાહેર ક્ષેત્રના અગ્રણી કોલ ઇન્ડિયા કરાર પર હસ્તાક્ષર કરવામાં આવ્યા છે. ભારત કોલ ગેસિફિકેશન એન્ડ કેમિકલ્સ અને મહાવીરેલ કોલફિલ્ડ્સ અને ઓડિશાના ઝારસુગુડા જિલ્લામાં લખનપુર ખાતે કોલસા આધારિત એમોનિયમ નાઇટ્રેટ ઉત્પાદન પ્રોજેક્ટ સ્થાપિત કરવા માટે એક કરાર પર હસ્તાક્ષર કર્યા છે. આ પ્રોજેક્ટ ભારતની આયાત પર નિર્ભરતા ઘટાડવામાં મદદ કરશે. સૂત્રોએ જણાવ્યા અનુસાર, આ પ્રોજેક્ટની ક્ષમતા ૨,૦૦૦ ટન પ્રતિ દિવસ છે. પ્રોજેક્ટ માટે આર્થિક રોકાણ આશરે રૂ. ૨૫,૦૦૦ કરોડ છે. આ કરાર એક મહત્વપૂર્ણ સીમાચિહ્નરૂપ છે. તે ભારત દેશી ઇનોવેટિવ ટેક્નોલોજીને સ્વદેશી રીતે વિકસિત કોલ ગેસિફિકેશન ટેક્નોલોજીનો ઉપયોગ કરશે. કોલ ગેસિફિકેશન કોલસાને સિન્થેટિક ગેસ (સિંગેસ)માં રૂપાંતરિત કરે છે, ત્યારબાદ સિન્થેસિસ ગેસનો ઉપયોગ એમોનિયા, મિથેનોલ, યુરિયા, હાઇડ્રોજન, કૃત્રિમ કુદરતી ગેસ (SNG), પેટ્રોકેમિકલ્સ અને પરિવહન માટે વિવિધ ઉત્પાદનો બનાવવા માટે થઈ શકે છે. xyxy=(626,159,1066,317)
category-heading: પ્રોપર્ટી જનરલ xyxy=(1075,1245,1234,1265)
classified-ad: લક્ષ્મી ટ્રાવેલ્સ (એપ્રિલ મહિનાથી જૂન સુધીના પ્રવાસો) (ચારધામ) (તિરૂપતિ, રામેશ્વર, કન્યાકુમારી) (મથુરા, વૃંદાવન) (હરિદ્વાર), ઋષિકેશ (કલકત્તા, ગંગાસાગર, બાબાધામ) 9274767616, 7043767616 xyxy=(1417,724,1579,837)
classified-ad: Home tution 1 to 12 commerce (100% Result) 9924931278 xyxy=(1246,1548,1408,1599)
classified-ad: અનુભવી સેલ્સગર્લ જોઈએ છે. લેડીઝ ગારમેન્ટ શોરૂમ માટે. શ્રુતી એલિગેન્ટ એન્ડ રિશોડ્યું 17, ત્રિવિધા મોલ, નજીવાઈ સર્કલ પાસે, રેસકોર્સ, વડોદરા. 9879511935 xyxy=(214,1236,376,1318)
classified-column xyxy=(1241,543,1412,2218)
classified-ad: શ્રીગૌડ બ્રાહ્મણ ઉંમર 61 માટે નિસંતાન યુવતી જોઈએ. 9925940264 xyxy=(558,1390,720,1441)
classified-ad: Urgent Requirement- Sales Person We are looking for dynamic and motivated Sales Persons for our company. Location: Baroda Position: Sales Executive/ Sales Person Experience: 0-3 years (Freshers can also apply) Skills Required: Good communication skills Basic knowledge of sales & marketing Field work readiness Salary: Best in industry+ Incentives Contact: 9374215513 Email: sales.gujarat@great-white.in xyxy=(214,757,376,1026)
classified-column xyxy=(554,543,725,2218)
classified-ad: એડમિશન ચાલુ છે. ધો. 12/ BSc. પાસ/ નાપાસ. મેડિકલ લેબ કોર્સ, ગુજરાત સરકાર માન્ય સર્ટિફિકેટ, જોબ માટે 100% મદદ. PGDMLT, DMLT, ST. વિદ્યાભવન ઈન્સ્ટીટ્યુટ, વડોદરા. 7573087707 xyxy=(1246,1446,1408,1543)
classified-ad: Back Office Staff We require energetic Back Office staff (age below 35 years) for our OP Road office. Freshers and experienced candidates both can apply. Call: 9601576295 xyxy=(42,593,204,707)
classified-ad: Chhani, ઓટોમોબાઇલની દુકાનમાં માલસની જરૂર છે કોમ્પ્યુટરના જાણકાર નજીકના એરિયાવાળાએ કોન્ટેક્ટ કરવો 8460108554 xyxy=(214,630,376,697)
classified-ad: ડ્રાઈવર જોઈએ છે પગાર 13000 અનુભવી લાયસન્સ જરૂરી. ગોત્રી. 9327231999 xyxy=(558,1232,720,1283)
classified-ad: હોસ્પિટલમાં સ્ટાફ વોર્ડ બોય જોઈએ. અનુભવીને પ્રાધાન્ય. 9909543209 xyxy=(386,1339,548,1390)
classified-ad: સુભાનપુરા મેઇન રોડ ટચ બિલ્ડિંગમાં ત્રીજા માળે 1200 sq ft કોમર્શિયલ હોલ/ઓફિસ તાત્કાલિક વેચવાનો/ ભાડે આપવાનો છે 9998334466 xyxy=(902,593,1064,660)
category-heading: જનરલ xyxy=(1419,1593,1578,1613)
classified-ad: અમેરિકા જવા માટે ઘરકામ માટે બહેન જોઈએ છે. પાસપોર્ટ જરૂરી. 9054070765 xyxy=(558,1082,720,1133)
classified-ad: શ્રી બાલાજી: વિઝિટ ફ્રી સ્પેશિયાલિસ્ટ AC, વોશિંગમશીન, ફ્રીજ, ઓવન. 9974047317. xyxy=(1417,1269,1579,1320)
display-ad-line: 4 BHK Duplex-Penthouse xyxy=(735,983,888,1073)
subcategory-heading: વેચવાનું છે xyxy=(918,878,1048,898)
classified-ad: ગોત્રી સેવાસી રોડ ટચ રેડી પઝેશન ફ્લેટ કોર્નર ફ્લેટ 3 BHK ફ્લેટ કોર્નર 95 લાખમાં. લાભ પ્રોપર્ટી 8347248111 xyxy=(902,1265,1064,1332)
classified-ad: મારું જુનું નામ ઉમંગ નંદુલાલ દેસાઈ હતું જે બદલીને નવું નામ ઉમંગ નંદલાલ શાહ રાખેલ છે. સરનામું- 39/ 40, મીનાક્ષી સોસાયટી, પેટલોના રોડ પાસે, રેસકોર્સ, વડોદરા- 390007. (ગુજરાત- ભારત) xyxy=(1246,544,1408,641)
registration-dot xyxy=(853,2237,863,2247)
classified-ad: જોઈએ છે: ટેક્સ માર્કેટ ઓપરેટર -2 તથા 1- એકાઉન્ટન્ટ. ઇન્વેસ્ટમેન્ટ કંપની માટે, સયાજીગંજ, વડોદરા. સંપર્ક- 95746 02621 xyxy=(42,1718,204,1800)
classified-ad: ગોત્રી પ્રોપર્ટી કન્સલ્ટન્ટની ઓફિસમાં ફીમેલ સ્ટાફની જરૂર છે. પગાર 10,000/- ફિક્સ+ આકર્ષક ઇન્સેન્ટિવ. 9979067776. xyxy=(42,908,204,974)
classified-ad: Require Female Sales Coordinator with 2- 4 Years Experience in Sales Support/ Back Office Coordination. Knowledge of Tally/ ERP/ Excel and handling Enquiries, Quotations & Customer Follow-ups required. Walk-in between 4.00 pm to 6.00 pm Jay Project, 1st Floor, Arun Building, Opp. Badamadi Baug, Dandia Bazaar, Vadodara (M) 9824963399 xyxy=(42,1050,204,1288)
classified-ad: ભાડે આપવાનું છે 2 b h k ટેનામેન્ટ ગ્રાઉન્ડ ફ્લોર હરિનગર રોડ પર રેસ વાર્ષિક/ એકલા ગાર્ડ/ ગીલર અને ફર્નિચર સાથે M- 9898806114/ 9427592909 xyxy=(902,1730,1064,1812)
subcategory-heading: કોમ્પ્યુટર-ઓપરેટર xyxy=(402,781,532,801)
classified-column xyxy=(381,543,552,2218)
newspaper-brand: ગુજરાત સમાચાર xyxy=(1277,82,1426,108)
registration-dot xyxy=(696,2237,706,2247)
category-heading: જ્યોતિષ xyxy=(1419,842,1578,861)
classified-ad: તાત્કાલિક ડેપ્યુટીમાં સિક્યુરિટી ગાર્ડ, સુપરવાઇઝર જોઈએ. (યુપી, એમપીના માણસો) રહેવાનું મળશે. 6352120783 xyxy=(42,2057,204,2124)
classified-ad: I have changed my name from Patel Nikulkumar Govindlal to Patel Nikulkumar Govindbhai. Address: H No 19, Shrushti Bunglows, Opp Shreenathji Tower, Jhadeshwar, Zadeshwar, Bharuch, Gujarat- 392011 xyxy=(1074,1512,1235,1656)
classified-ad: વડોદરા શહેર કંપનીમાં 8 કલાક માટે ગાર્ડ જોઈએ 9825750759/ 9016360485. xyxy=(42,1804,204,1855)
classified-ad: શિવાલિક ઓર્ચિડ 1 B H K ટેનામેન્ટ 27 લાખ 881 Sq. ft તથા ફ્લેટ 230 sq ft ઓફર SSVP સ્કૂલ પાસે, આમોદર ઉમરવા રોડ વાઘોડિયા રોડ વડોદરા. 9558817578, 9979897578 xyxy=(1074,1143,1235,1240)
classified-ad: મીઠાઈના શોરૂમ માટે કારીગરની જરૂરત છે. ફેમીલી પણ ચાલશે. રહેવાની સુવિધા ઉપલબ્ધ. 9825298729 xyxy=(558,861,720,928)
page-header xyxy=(35,81,1583,118)
banner-phone: Call : +91 8799236054 xyxy=(1169,471,1567,507)
registration-dot xyxy=(755,2237,765,2247)
classified-column xyxy=(1413,543,1584,2218)
classified-ad: કરજણ- પાદરા રોડથી 1.5 કિલોમીટર અંતરે માંજે ખાંધા (માનપુરના) સિમાડા પર 4 વિઘા બીલીનની ગાડી રેતીવાળ જમીન વેચવાની છે. કાયદેસર ભાવ ચકાસીને સંપર્ક. 8401412513 xyxy=(1074,1388,1235,1485)
classified-ad: Sales Girl જોઈએ છે. મો. 8140266599, નામ સ્ટુડિયો, જી- 4, મહાવીર ચેમ્બર, ઇલોરા મિલ સેન્ટરની સામે, ઇલોરાપાર્ક, વડોદરા. xyxy=(214,1165,376,1231)
display-ad xyxy=(43,711,203,879)
subcategory-heading: કલાર્ક xyxy=(58,570,188,590)
registration-dot xyxy=(912,2237,922,2247)
category-heading: ટેલીકોલર xyxy=(387,546,547,566)
subcategory-heading: શિક્ષક-આચાર્ય xyxy=(574,570,704,590)
subcategory-heading: ભાડે આપવાનું છે xyxy=(746,1622,875,1641)
